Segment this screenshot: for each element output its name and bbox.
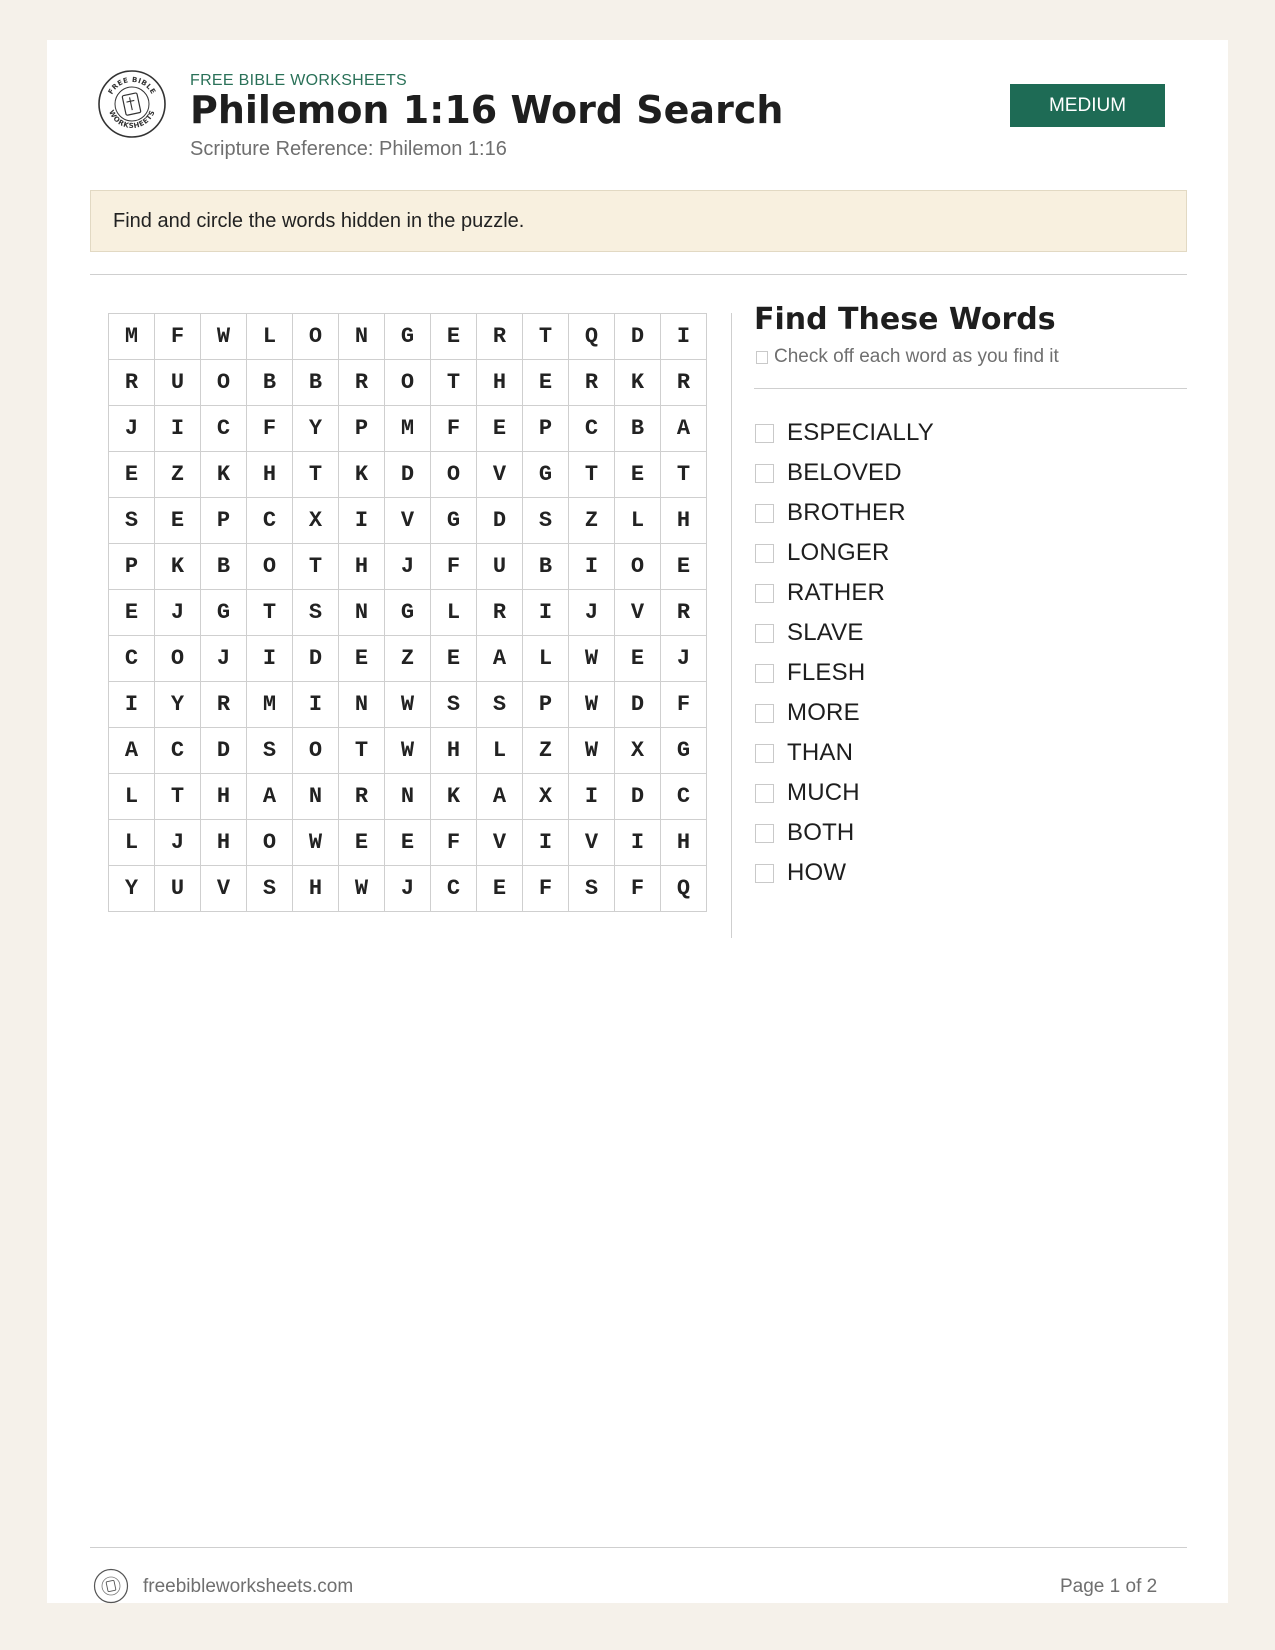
grid-cell: C: [155, 728, 201, 774]
grid-cell: J: [385, 866, 431, 912]
grid-cell: Z: [569, 498, 615, 544]
grid-cell: O: [431, 452, 477, 498]
grid-cell: B: [201, 544, 247, 590]
word-checkbox[interactable]: [755, 464, 774, 483]
grid-cell: I: [293, 682, 339, 728]
grid-cell: T: [155, 774, 201, 820]
grid-cell: W: [385, 682, 431, 728]
grid-cell: J: [661, 636, 707, 682]
grid-cell: Z: [155, 452, 201, 498]
hint-text: Check off each word as you find it: [774, 346, 1059, 367]
word-label: HOW: [787, 859, 847, 886]
word-list-item: [754, 653, 934, 693]
grid-cell: D: [615, 682, 661, 728]
page-number: Page 1 of 2: [1060, 1576, 1158, 1597]
grid-cell: K: [339, 452, 385, 498]
grid-cell: S: [431, 682, 477, 728]
word-search-grid: [108, 313, 707, 912]
grid-cell: D: [201, 728, 247, 774]
grid-cell: N: [339, 682, 385, 728]
grid-cell: E: [339, 636, 385, 682]
grid-cell: E: [523, 360, 569, 406]
grid-cell: B: [615, 406, 661, 452]
grid-cell: A: [247, 774, 293, 820]
word-list-item: [754, 613, 934, 653]
grid-cell: W: [385, 728, 431, 774]
footer-divider: [90, 1547, 1187, 1548]
grid-cell: L: [109, 820, 155, 866]
word-label: BROTHER: [787, 499, 906, 526]
word-checkbox[interactable]: [755, 744, 774, 763]
grid-cell: E: [615, 636, 661, 682]
grid-cell: I: [661, 314, 707, 360]
grid-cell: Z: [523, 728, 569, 774]
grid-cell: J: [385, 544, 431, 590]
grid-cell: E: [431, 314, 477, 360]
grid-cell: U: [155, 866, 201, 912]
grid-cell: I: [569, 544, 615, 590]
word-label: BOTH: [787, 819, 855, 846]
page-title: Philemon 1:16 Word Search: [190, 88, 784, 132]
grid-cell: Y: [155, 682, 201, 728]
word-list-item: [754, 813, 934, 853]
grid-cell: R: [661, 590, 707, 636]
grid-cell: T: [293, 452, 339, 498]
grid-cell: R: [477, 314, 523, 360]
grid-cell: G: [661, 728, 707, 774]
grid-cell: P: [523, 682, 569, 728]
grid-cell: H: [247, 452, 293, 498]
grid-cell: T: [247, 590, 293, 636]
grid-cell: G: [201, 590, 247, 636]
grid-cell: Y: [293, 406, 339, 452]
grid-cell: Q: [661, 866, 707, 912]
grid-cell: R: [339, 774, 385, 820]
grid-cell: J: [155, 820, 201, 866]
word-list-item: [754, 773, 934, 813]
grid-cell: T: [431, 360, 477, 406]
word-checkbox[interactable]: [755, 704, 774, 723]
grid-cell: T: [339, 728, 385, 774]
word-checkbox[interactable]: [755, 544, 774, 563]
grid-cell: H: [339, 544, 385, 590]
word-list-title: Find These Words: [754, 302, 1056, 337]
checkbox-icon: [756, 351, 768, 364]
grid-cell: I: [247, 636, 293, 682]
grid-cell: T: [661, 452, 707, 498]
grid-cell: B: [523, 544, 569, 590]
grid-cell: L: [431, 590, 477, 636]
grid-cell: D: [293, 636, 339, 682]
worksheet-page: [47, 40, 1228, 1603]
grid-cell: E: [431, 636, 477, 682]
word-label: ESPECIALLY: [787, 419, 934, 446]
instructions-box: Find and circle the words hidden in the puzzle.: [90, 190, 1187, 252]
grid-cell: O: [385, 360, 431, 406]
grid-cell: N: [293, 774, 339, 820]
grid-cell: Y: [109, 866, 155, 912]
word-label: LONGER: [787, 539, 890, 566]
grid-cell: R: [339, 360, 385, 406]
grid-cell: I: [569, 774, 615, 820]
grid-cell: R: [661, 360, 707, 406]
grid-cell: V: [569, 820, 615, 866]
grid-cell: E: [477, 406, 523, 452]
grid-cell: T: [523, 314, 569, 360]
scripture-reference: Scripture Reference: Philemon 1:16: [190, 138, 507, 160]
word-label: MORE: [787, 699, 860, 726]
word-checkbox[interactable]: [755, 864, 774, 883]
grid-cell: X: [523, 774, 569, 820]
grid-cell: H: [201, 820, 247, 866]
grid-cell: I: [339, 498, 385, 544]
word-label: RATHER: [787, 579, 886, 606]
grid-cell: C: [569, 406, 615, 452]
difficulty-badge: MEDIUM: [1010, 84, 1165, 127]
grid-cell: B: [247, 360, 293, 406]
word-list-hint: [754, 345, 1059, 369]
grid-cell: M: [385, 406, 431, 452]
grid-cell: F: [247, 406, 293, 452]
grid-cell: C: [247, 498, 293, 544]
grid-cell: F: [155, 314, 201, 360]
bible-seal-logo-icon: [97, 69, 167, 139]
grid-cell: A: [661, 406, 707, 452]
grid-cell: D: [385, 452, 431, 498]
word-checkbox[interactable]: [755, 824, 774, 843]
word-list: [754, 413, 934, 893]
word-checkbox[interactable]: [755, 584, 774, 603]
word-label: BELOVED: [787, 459, 902, 486]
grid-cell: O: [155, 636, 201, 682]
grid-cell: E: [385, 820, 431, 866]
grid-cell: J: [109, 406, 155, 452]
grid-cell: M: [247, 682, 293, 728]
grid-cell: W: [569, 636, 615, 682]
grid-cell: O: [247, 544, 293, 590]
word-list-item: [754, 413, 934, 453]
divider: [754, 388, 1187, 389]
grid-cell: O: [615, 544, 661, 590]
grid-cell: A: [477, 774, 523, 820]
grid-cell: K: [201, 452, 247, 498]
word-list-item: [754, 493, 934, 533]
grid-cell: H: [431, 728, 477, 774]
grid-cell: O: [293, 314, 339, 360]
grid-cell: J: [155, 590, 201, 636]
word-list-item: [754, 733, 934, 773]
grid-cell: S: [477, 682, 523, 728]
grid-cell: L: [615, 498, 661, 544]
grid-cell: X: [293, 498, 339, 544]
word-checkbox[interactable]: [755, 664, 774, 683]
grid-cell: E: [339, 820, 385, 866]
grid-cell: V: [385, 498, 431, 544]
word-label: FLESH: [787, 659, 866, 686]
divider: [90, 274, 1187, 275]
grid-cell: G: [385, 590, 431, 636]
word-list-item: [754, 533, 934, 573]
grid-cell: F: [615, 866, 661, 912]
grid-cell: S: [569, 866, 615, 912]
grid-cell: K: [155, 544, 201, 590]
grid-cell: W: [293, 820, 339, 866]
grid-cell: T: [293, 544, 339, 590]
grid-cell: H: [661, 498, 707, 544]
grid-cell: P: [523, 406, 569, 452]
word-checkbox[interactable]: [755, 504, 774, 523]
word-list-item: [754, 453, 934, 493]
grid-cell: F: [431, 406, 477, 452]
grid-cell: E: [109, 452, 155, 498]
word-list-item: [754, 853, 934, 893]
grid-cell: C: [201, 406, 247, 452]
grid-cell: S: [109, 498, 155, 544]
grid-cell: E: [661, 544, 707, 590]
grid-cell: M: [109, 314, 155, 360]
word-label: THAN: [787, 739, 854, 766]
grid-cell: E: [615, 452, 661, 498]
grid-cell: J: [201, 636, 247, 682]
grid-cell: O: [247, 820, 293, 866]
grid-cell: A: [109, 728, 155, 774]
grid-cell: H: [201, 774, 247, 820]
grid-cell: B: [293, 360, 339, 406]
grid-cell: U: [477, 544, 523, 590]
grid-cell: E: [155, 498, 201, 544]
grid-cell: D: [615, 314, 661, 360]
grid-cell: W: [569, 728, 615, 774]
grid-cell: P: [109, 544, 155, 590]
word-label: MUCH: [787, 779, 860, 806]
word-label: SLAVE: [787, 619, 864, 646]
svg-text:FREE BIBLE: FREE BIBLE: [106, 75, 158, 96]
grid-cell: U: [155, 360, 201, 406]
grid-cell: D: [615, 774, 661, 820]
grid-cell: R: [569, 360, 615, 406]
grid-cell: C: [109, 636, 155, 682]
grid-cell: E: [109, 590, 155, 636]
grid-cell: F: [431, 544, 477, 590]
grid-cell: N: [385, 774, 431, 820]
grid-cell: F: [661, 682, 707, 728]
footer-logo-icon: [93, 1568, 129, 1604]
grid-cell: F: [523, 866, 569, 912]
grid-cell: C: [431, 866, 477, 912]
grid-cell: K: [615, 360, 661, 406]
grid-cell: K: [431, 774, 477, 820]
grid-cell: P: [201, 498, 247, 544]
grid-cell: I: [109, 682, 155, 728]
grid-cell: L: [477, 728, 523, 774]
grid-cell: C: [661, 774, 707, 820]
grid-cell: G: [523, 452, 569, 498]
grid-cell: D: [477, 498, 523, 544]
grid-cell: J: [569, 590, 615, 636]
grid-cell: L: [109, 774, 155, 820]
grid-cell: L: [523, 636, 569, 682]
brand-name: FREE BIBLE WORKSHEETS: [190, 72, 408, 89]
grid-cell: I: [523, 590, 569, 636]
grid-cell: T: [569, 452, 615, 498]
grid-cell: W: [339, 866, 385, 912]
grid-cell: O: [201, 360, 247, 406]
grid-cell: N: [339, 314, 385, 360]
grid-cell: Z: [385, 636, 431, 682]
grid-cell: R: [201, 682, 247, 728]
grid-cell: G: [431, 498, 477, 544]
grid-cell: H: [661, 820, 707, 866]
grid-cell: P: [339, 406, 385, 452]
grid-cell: S: [247, 728, 293, 774]
svg-text:WORKSHEETS: WORKSHEETS: [107, 108, 157, 131]
grid-cell: I: [523, 820, 569, 866]
grid-cell: F: [431, 820, 477, 866]
grid-cell: G: [385, 314, 431, 360]
word-list-item: [754, 693, 934, 733]
grid-cell: W: [201, 314, 247, 360]
grid-cell: S: [523, 498, 569, 544]
grid-cell: R: [109, 360, 155, 406]
word-checkbox[interactable]: [755, 624, 774, 643]
grid-cell: I: [155, 406, 201, 452]
word-checkbox[interactable]: [755, 424, 774, 443]
grid-cell: V: [615, 590, 661, 636]
grid-cell: W: [569, 682, 615, 728]
grid-cell: H: [293, 866, 339, 912]
grid-cell: Q: [569, 314, 615, 360]
grid-cell: E: [477, 866, 523, 912]
grid-cell: V: [477, 820, 523, 866]
word-checkbox[interactable]: [755, 784, 774, 803]
grid-cell: I: [615, 820, 661, 866]
grid-cell: X: [615, 728, 661, 774]
grid-cell: R: [477, 590, 523, 636]
footer-site-link[interactable]: freebibleworksheets.com: [143, 1576, 354, 1597]
grid-cell: S: [293, 590, 339, 636]
grid-cell: V: [477, 452, 523, 498]
grid-cell: H: [477, 360, 523, 406]
grid-cell: S: [247, 866, 293, 912]
grid-cell: V: [201, 866, 247, 912]
grid-cell: O: [293, 728, 339, 774]
word-list-item: [754, 573, 934, 613]
column-divider: [731, 313, 732, 938]
grid-cell: L: [247, 314, 293, 360]
grid-cell: N: [339, 590, 385, 636]
grid-cell: A: [477, 636, 523, 682]
